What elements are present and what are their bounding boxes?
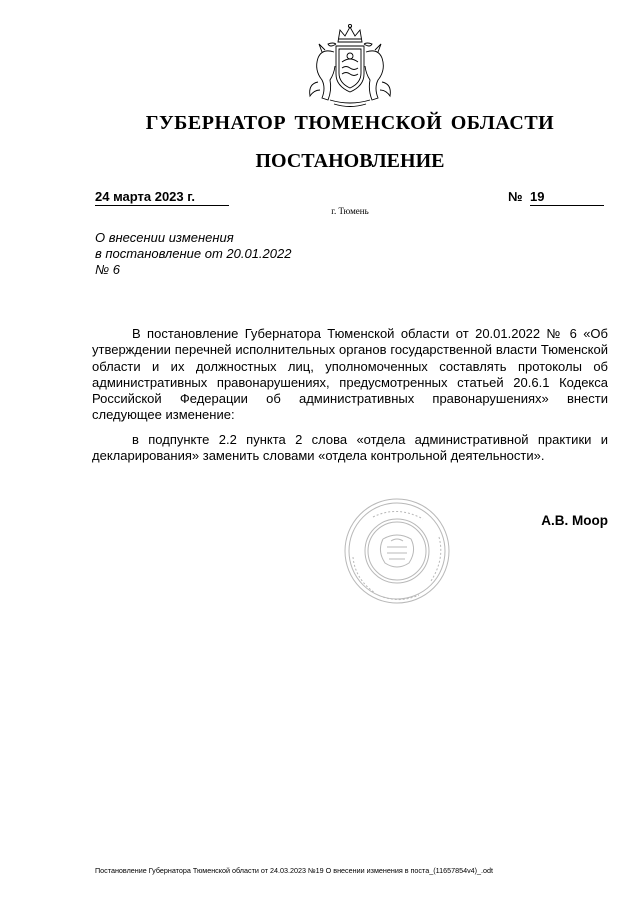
city-label: г. Тюмень [331, 206, 369, 216]
document-type-title: ПОСТАНОВЛЕНИЕ [255, 150, 445, 172]
decree-subject [95, 230, 355, 278]
subject-line: в постановление от 20.01.2022 [95, 246, 292, 261]
issuing-authority-title: ГУБЕРНАТОР ТЮМЕНСКОЙ ОБЛАСТИ [145, 112, 555, 134]
body-paragraph: В постановление Губернатора Тюменской области от 20.01.2022 № 6 «Об утверждении перечней исполнительных органов государственной власти Тюменской области и их должностных лиц, уполномоченных составлять протоколы об административных правонарушениях, предусмотренных статьей 20.6.1 Кодекса Российской Федерации об административных правонарушениях» внести следующее изменение: [92, 326, 608, 423]
document-footer: Постановление Губернатора Тюменской области от 24.03.2023 №19 О внесении изменения в поста_(11657854v4)_.odt [95, 866, 494, 875]
tyumen-coat-of-arms-icon [300, 22, 400, 110]
decree-number: 19 [530, 189, 604, 206]
signatory-name: А.В. Моор [541, 513, 608, 528]
electronic-signature-stamp-icon [343, 497, 451, 605]
body-paragraph: в подпункте 2.2 пункта 2 слова «отдела административной практики и декларирования» заменить словами «отдела контрольной деятельности». [92, 431, 608, 464]
decree-number-label: № [508, 189, 523, 204]
subject-line: О внесении изменения [95, 230, 234, 245]
decree-body [92, 326, 608, 472]
decree-date: 24 марта 2023 г. [95, 189, 229, 206]
subject-line: № 6 [95, 262, 120, 277]
